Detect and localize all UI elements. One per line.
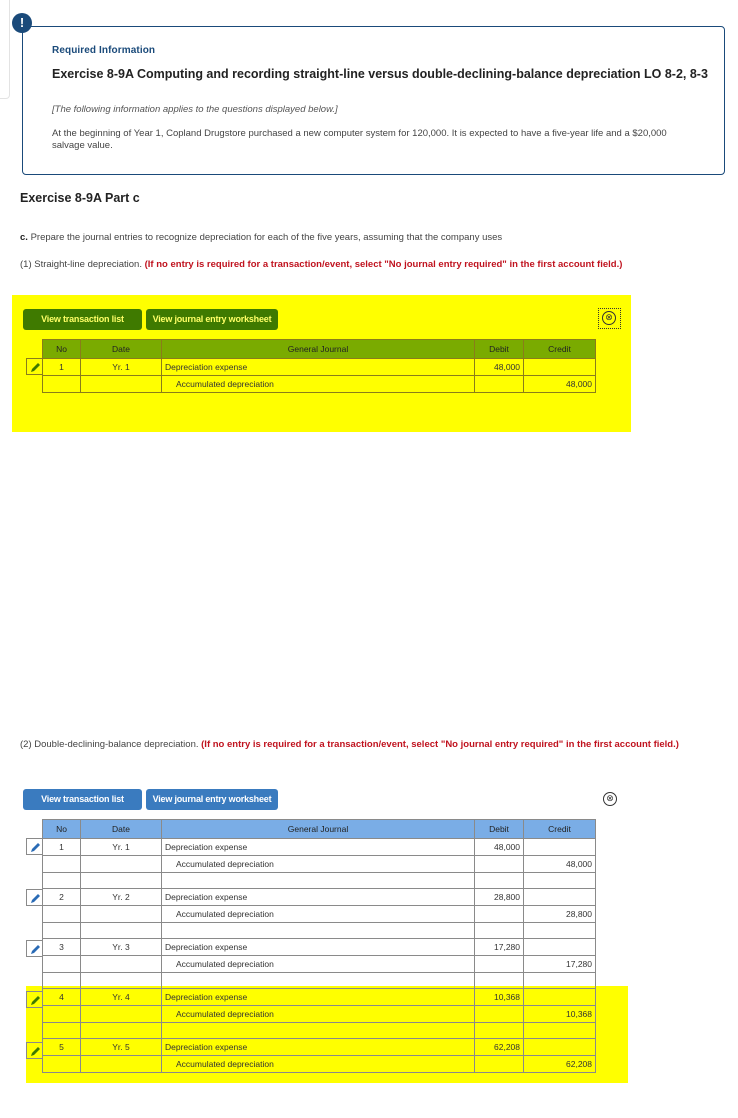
spacer-row <box>43 873 596 889</box>
table-row <box>43 839 596 856</box>
pencil-icon <box>30 362 41 373</box>
debit-account: Depreciation expense <box>162 839 475 856</box>
entry-date-empty <box>81 1006 162 1023</box>
credit-amount-empty <box>524 989 596 1006</box>
debit-amount-empty <box>475 1006 524 1023</box>
debit-account: Depreciation expense <box>162 939 475 956</box>
column-header-general-journal: General Journal <box>162 820 475 839</box>
entry-date: Yr. 4 <box>81 989 162 1006</box>
edit-entry-1-button[interactable] <box>26 358 43 375</box>
entry-no-empty <box>43 376 81 393</box>
view-transaction-list-button[interactable]: View transaction list <box>23 309 142 330</box>
journal-table-double-declining <box>42 819 596 1073</box>
credit-account: Accumulated depreciation <box>162 956 475 973</box>
debit-amount-empty <box>475 1056 524 1073</box>
column-header-general-journal: General Journal <box>162 340 475 359</box>
part-prompt <box>20 232 502 243</box>
debit-account: Depreciation expense <box>162 1039 475 1056</box>
part-title: Exercise 8-9A Part c <box>20 191 140 205</box>
edit-entry-4-button[interactable] <box>26 991 43 1008</box>
credit-amount-empty <box>524 839 596 856</box>
entry-no-empty <box>43 956 81 973</box>
warning-text: (If no entry is required for a transaction/event, select "No journal entry required" in the first account field.) <box>144 259 623 270</box>
exercise-title: Exercise 8-9A Computing and recording straight-line versus double-declining-balance depreciation LO 8-2, 8-3 <box>52 67 708 81</box>
entry-date-empty <box>81 906 162 923</box>
spacer-row <box>43 973 596 989</box>
pencil-icon <box>30 893 41 904</box>
entry-no: 1 <box>43 839 81 856</box>
entry-date: Yr. 3 <box>81 939 162 956</box>
entry-date: Yr. 1 <box>81 839 162 856</box>
credit-amount: 10,368 <box>524 1006 596 1023</box>
credit-amount-empty <box>524 889 596 906</box>
debit-amount: 28,800 <box>475 889 524 906</box>
debit-amount-empty <box>475 956 524 973</box>
entry-date-empty <box>81 956 162 973</box>
journal-table-straight-line <box>42 339 596 393</box>
edit-entry-1-button[interactable] <box>26 838 43 855</box>
close-icon[interactable]: ⊗ <box>602 311 616 325</box>
edit-entry-2-button[interactable] <box>26 889 43 906</box>
debit-amount: 48,000 <box>475 359 524 376</box>
spacer-row <box>43 923 596 939</box>
debit-amount-empty <box>475 376 524 393</box>
debit-amount: 10,368 <box>475 989 524 1006</box>
column-header-credit: Credit <box>524 820 596 839</box>
entry-no: 1 <box>43 359 81 376</box>
entry-no-empty <box>43 1006 81 1023</box>
prompt-label: c. <box>20 232 28 243</box>
credit-amount: 28,800 <box>524 906 596 923</box>
column-header-debit: Debit <box>475 820 524 839</box>
credit-account: Accumulated depreciation <box>162 1056 475 1073</box>
table-row <box>43 1006 596 1023</box>
table-row <box>43 889 596 906</box>
table-row <box>43 1056 596 1073</box>
background-panel-edge <box>0 0 10 99</box>
column-header-date: Date <box>81 340 162 359</box>
entry-no: 2 <box>43 889 81 906</box>
pencil-icon <box>30 1046 41 1057</box>
spacer-row <box>43 1023 596 1039</box>
debit-amount-empty <box>475 856 524 873</box>
required-information-label: Required Information <box>52 45 156 56</box>
table-row <box>43 359 596 376</box>
debit-account: Depreciation expense <box>162 359 475 376</box>
debit-account: Depreciation expense <box>162 989 475 1006</box>
entry-no: 4 <box>43 989 81 1006</box>
entry-date-empty <box>81 376 162 393</box>
debit-amount-empty <box>475 906 524 923</box>
pencil-icon <box>30 995 41 1006</box>
view-transaction-list-button[interactable]: View transaction list <box>23 789 142 810</box>
table-row <box>43 989 596 1006</box>
info-note: [The following information applies to the questions displayed below.] <box>52 104 338 115</box>
table-row <box>43 856 596 873</box>
edit-entry-3-button[interactable] <box>26 940 43 957</box>
double-declining-question <box>20 739 720 751</box>
debit-amount: 62,208 <box>475 1039 524 1056</box>
debit-amount: 17,280 <box>475 939 524 956</box>
credit-account: Accumulated depreciation <box>162 906 475 923</box>
entry-no: 5 <box>43 1039 81 1056</box>
credit-amount: 17,280 <box>524 956 596 973</box>
debit-amount: 48,000 <box>475 839 524 856</box>
debit-account: Depreciation expense <box>162 889 475 906</box>
view-journal-entry-worksheet-button[interactable]: View journal entry worksheet <box>146 789 278 810</box>
credit-account: Accumulated depreciation <box>162 376 475 393</box>
table-row <box>43 1039 596 1056</box>
prompt-text: Prepare the journal entries to recognize depreciation for each of the five years, assuming that the company uses <box>27 232 503 243</box>
credit-account: Accumulated depreciation <box>162 856 475 873</box>
pencil-icon <box>30 944 41 955</box>
column-header-date: Date <box>81 820 162 839</box>
column-header-credit: Credit <box>524 340 596 359</box>
question-text: (2) Double-declining-balance depreciation. <box>20 739 202 750</box>
info-body: At the beginning of Year 1, Copland Drugstore purchased a new computer system for 120,000. It is expected to have a five-year life and a $20,000 salvage value. <box>52 128 667 151</box>
warning-text: (If no entry is required for a transaction/event, select "No journal entry required" in the first account field.) <box>201 739 679 750</box>
column-header-no: No <box>43 340 81 359</box>
table-row <box>43 939 596 956</box>
close-icon[interactable]: ⊗ <box>603 792 617 806</box>
table-row <box>43 376 596 393</box>
entry-date: Yr. 1 <box>81 359 162 376</box>
column-header-debit: Debit <box>475 340 524 359</box>
entry-no: 3 <box>43 939 81 956</box>
table-row <box>43 956 596 973</box>
column-header-no: No <box>43 820 81 839</box>
entry-no-empty <box>43 1056 81 1073</box>
pencil-icon <box>30 842 41 853</box>
question-text: (1) Straight-line depreciation. <box>20 259 145 270</box>
entry-date: Yr. 5 <box>81 1039 162 1056</box>
alert-icon: ! <box>12 13 32 33</box>
edit-entry-5-button[interactable] <box>26 1042 43 1059</box>
entry-date-empty <box>81 856 162 873</box>
credit-amount-empty <box>524 939 596 956</box>
credit-amount-empty <box>524 359 596 376</box>
credit-amount-empty <box>524 1039 596 1056</box>
credit-amount: 62,208 <box>524 1056 596 1073</box>
credit-account: Accumulated depreciation <box>162 1006 475 1023</box>
entry-no-empty <box>43 856 81 873</box>
table-row <box>43 906 596 923</box>
credit-amount: 48,000 <box>524 376 596 393</box>
view-journal-entry-worksheet-button[interactable]: View journal entry worksheet <box>146 309 278 330</box>
entry-date: Yr. 2 <box>81 889 162 906</box>
credit-amount: 48,000 <box>524 856 596 873</box>
entry-no-empty <box>43 906 81 923</box>
straight-line-question <box>20 259 720 271</box>
entry-date-empty <box>81 1056 162 1073</box>
